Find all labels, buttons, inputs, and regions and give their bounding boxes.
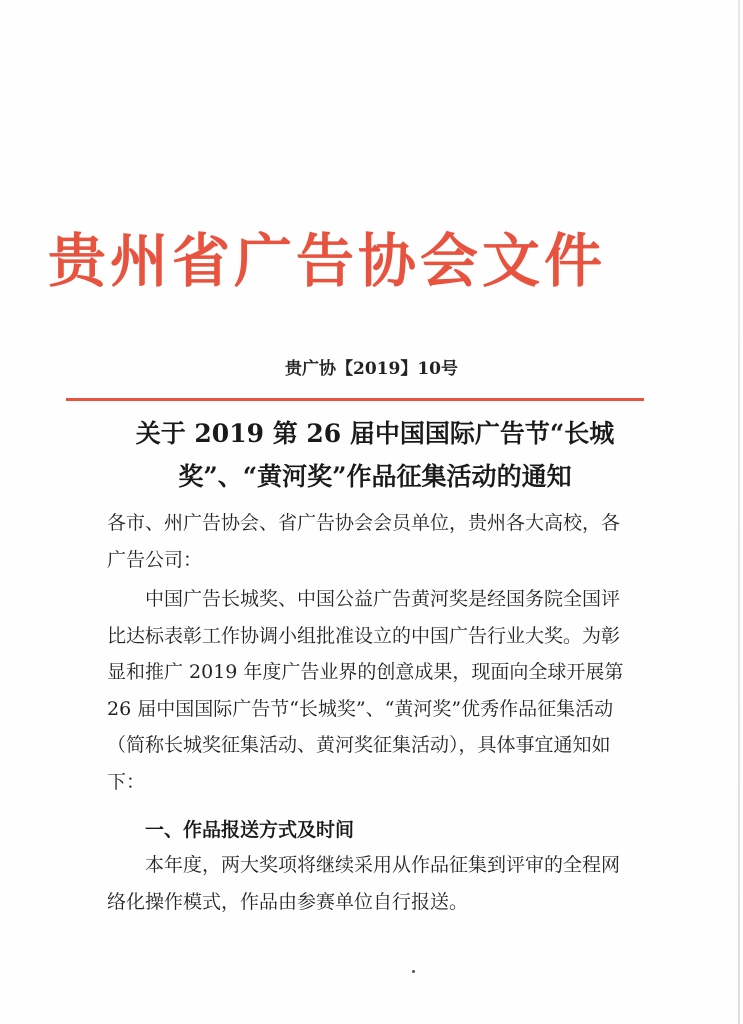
addressee: 各市、州广告协会、省广告协会会员单位，贵州各大高校，各广告公司： xyxy=(107,512,621,571)
red-divider-line xyxy=(66,398,644,401)
notice-title-line-1: 关于 2019 第 26 届中国国际广告节“长城 xyxy=(135,419,615,448)
scan-edge-shadow xyxy=(738,0,740,1024)
section-heading-1: 一、作品报送方式及时间 xyxy=(145,819,355,841)
notice-title xyxy=(70,412,680,498)
body-paragraph-2: 本年度，两大奖项将继续采用从作品征集到评审的全程网络化操作模式，作品由参赛单位自行报送。 xyxy=(107,854,621,913)
document-header-title: 贵州省广告协会文件 xyxy=(48,227,607,295)
notice-title-line-2: 奖”、“黄河奖”作品征集活动的通知 xyxy=(178,462,572,491)
body-paragraph-1: 中国广告长城奖、中国公益广告黄河奖是经国务院全国评比达标表彰工作协调小组批准设立的中国广告行业大奖。为彰显和推广 2019 年度广告业界的创意成果，现面向全球开展第 26 届中国国际广告节“长城奖”、“黄河奖”优秀作品征集活动（简称长城奖征集活动、黄河奖征集活动），具体事宜通知如下： xyxy=(107,588,624,793)
document-number: 贵广协【2019】10号 xyxy=(285,359,458,379)
scan-dot-mark xyxy=(412,970,415,973)
